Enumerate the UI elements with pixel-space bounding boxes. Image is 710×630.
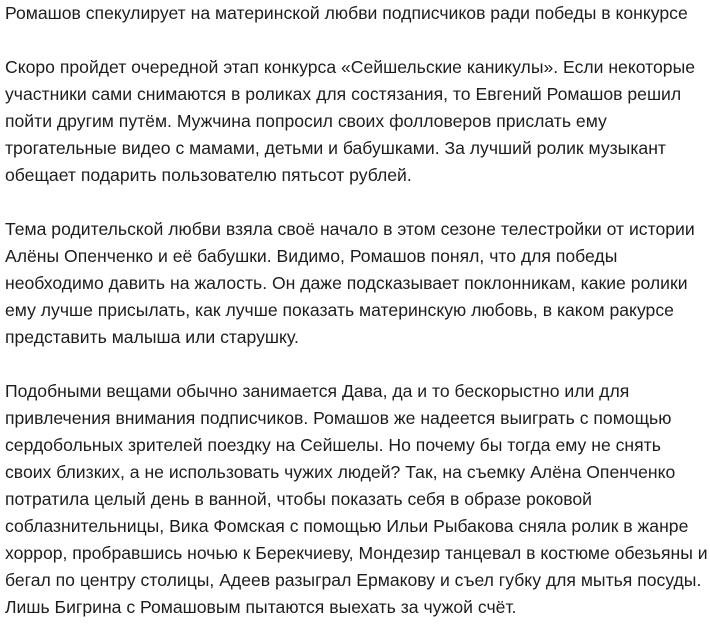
article-title: Ромашов спекулирует на материнской любви подписчиков ради победы в конкурсе [5,3,688,23]
article-paragraph-1: Скоро пройдет очередной этап конкурса «Сейшельские каникулы». Если некоторые участники сами снимаются в роликах для состязания, то Евгений Ромашов решил пойти другим путём. Мужчина попросил своих фолловеров прислать ему трогательные видео с мамами, детьми и бабушками. За лучший ролик музыкант обещает подарить пользователю пятьсот рублей. [5,57,695,185]
article-paragraph-2: Тема родительской любви взяла своё начало в этом сезоне телестройки от истории Алёны Опенченко и её бабушки. Видимо, Ромашов понял, что для победы необходимо давить на жалость. Он даже подсказывает поклонникам, какие ролики ему лучше присылать, как лучше показать материнскую любовь, в каком ракурсе представить малыша или старушку. [5,219,695,347]
article-paragraph-3: Подобными вещами обычно занимается Дава, да и то бескорыстно или для привлечения внимания подписчиков. Ромашов же надеется выиграть с помощью сердобольных зрителей поездку на Сейшелы. Но почему бы тогда ему не снять своих близких, а не использовать чужих людей? Так, на съемку Алёна Опенченко потратила целый день в ванной, чтобы показать себя в образе роковой соблазнительницы, Вика Фомская с помощью Ильи Рыбакова сняла ролик в жанре хоррор, пробравшись ночью к Берекчиеву, Мондезир танцевал в костюме обезьяны и бегал по центру столицы, Адеев разыграл Ермакову и съел губку для мытья посуды. Лишь Бигрина с Ромашовым пытаются выехать за чужой счёт. [5,381,708,617]
